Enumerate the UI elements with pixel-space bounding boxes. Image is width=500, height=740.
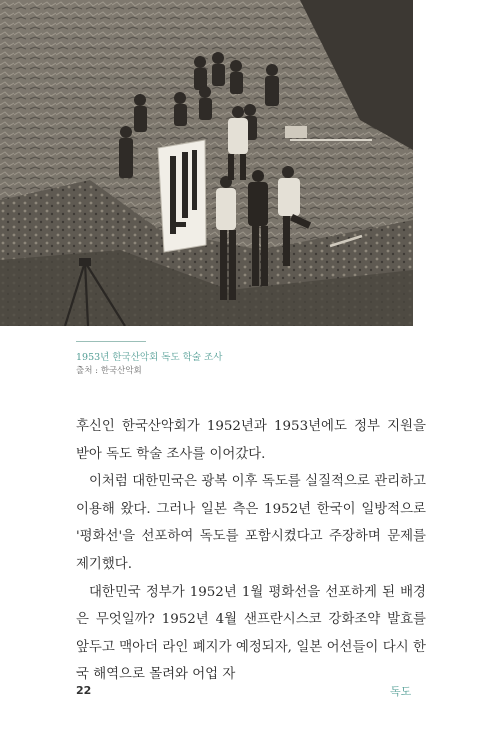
paragraph: 대한민국 정부가 1952년 1월 평화선을 선포하게 된 배경은 무엇일까? 1952년 4월 샌프란시스코 강화조약 발효를 앞두고 맥아더 라인 폐지가 예정되자, 일본 어선들이 다시 한국 해역으로 몰려와 어업 자	[76, 584, 426, 683]
body-text	[76, 413, 426, 689]
running-head: 독도	[390, 685, 412, 698]
historical-photo	[0, 0, 413, 326]
photo-illustration	[0, 0, 413, 326]
banner	[158, 140, 206, 252]
photo-source: 출처 : 한국산악회	[76, 366, 142, 376]
page-number: 22	[76, 684, 92, 697]
caption-rule	[76, 341, 146, 342]
photo-caption: 1953년 한국산악회 독도 학술 조사	[76, 352, 223, 363]
paragraph: 이처럼 대한민국은 광복 이후 독도를 실질적으로 관리하고 이용해 왔다. 그러나 일본 측은 1952년 한국이 일방적으로 '평화선'을 선포하여 독도를 포함시켰다고 주장하며 문제를 제기했다.	[76, 474, 426, 572]
paragraph: 후신인 한국산악회가 1952년과 1953년에도 정부 지원을 받아 독도 학술 조사를 이어갔다.	[76, 419, 426, 462]
